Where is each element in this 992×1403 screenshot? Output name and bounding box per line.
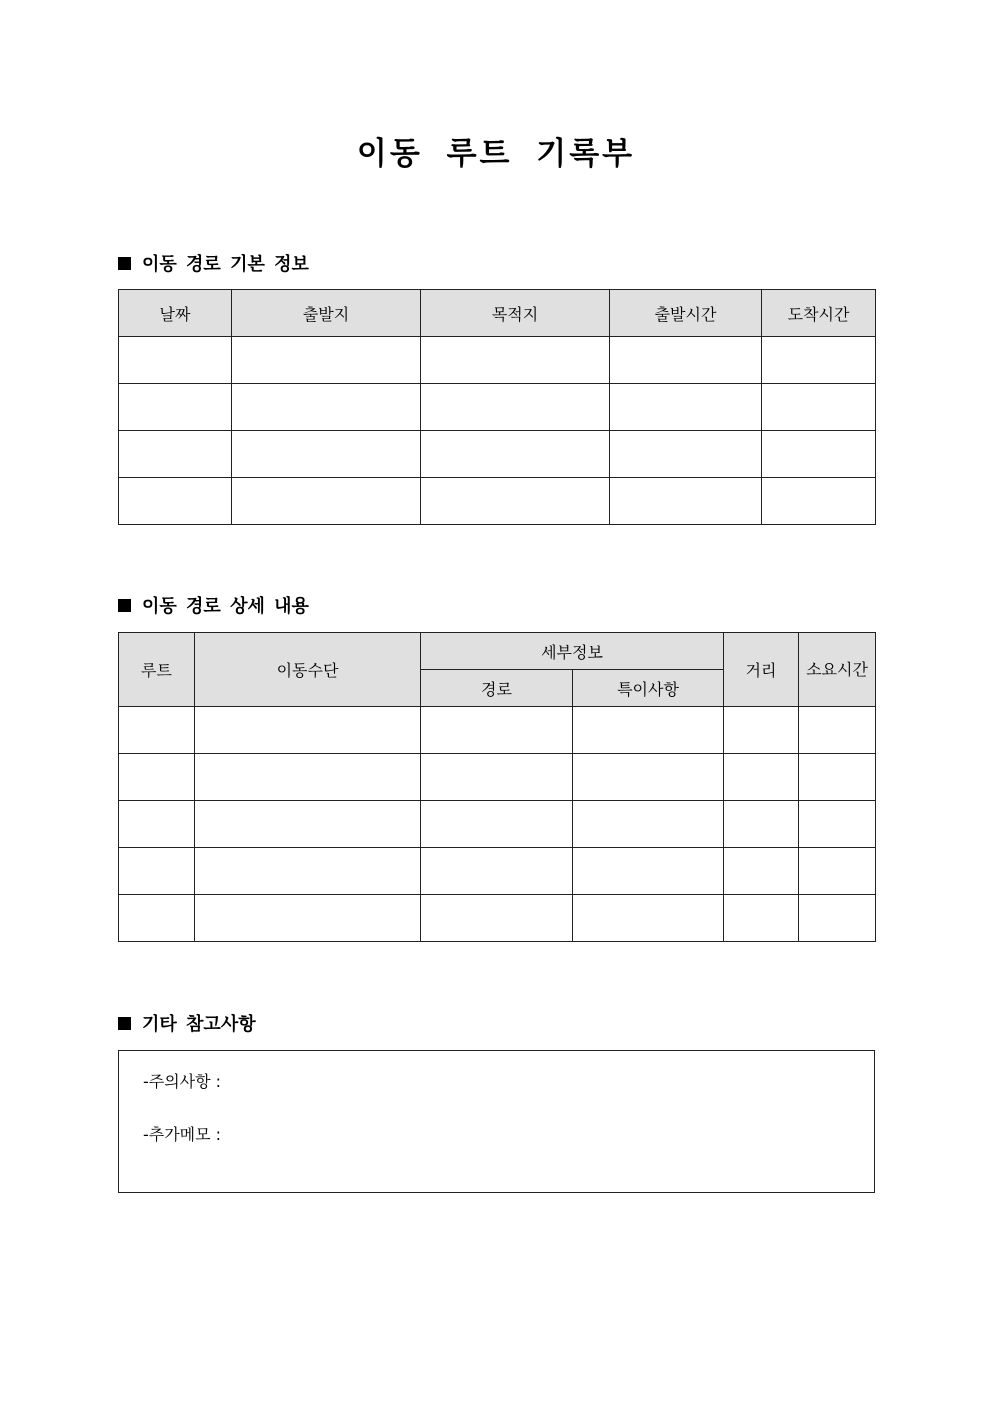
header-route: 루트 (119, 633, 195, 707)
notes-box[interactable] (118, 1050, 875, 1193)
header-departure-time: 출발시간 (610, 290, 762, 337)
cell-transport[interactable] (195, 754, 421, 801)
table-row (119, 707, 876, 754)
cell-origin[interactable] (232, 384, 421, 431)
cell-remarks[interactable] (573, 754, 724, 801)
cell-remarks[interactable] (573, 895, 724, 942)
table-row (119, 895, 876, 942)
cell-arrival-time[interactable] (762, 337, 876, 384)
table-row (119, 848, 876, 895)
table-header-row (119, 633, 876, 670)
cell-departure-time[interactable] (610, 431, 762, 478)
section-heading-detail-text: 이동 경로 상세 내용 (142, 596, 309, 617)
cell-transport[interactable] (195, 707, 421, 754)
cell-distance[interactable] (724, 848, 799, 895)
square-bullet-icon (118, 599, 131, 612)
cell-path[interactable] (421, 848, 573, 895)
header-arrival-time: 도착시간 (762, 290, 876, 337)
header-distance: 거리 (724, 633, 799, 707)
cell-arrival-time[interactable] (762, 478, 876, 525)
cell-arrival-time[interactable] (762, 384, 876, 431)
cell-path[interactable] (421, 895, 573, 942)
cell-route[interactable] (119, 754, 195, 801)
header-date: 날짜 (119, 290, 232, 337)
cell-distance[interactable] (724, 895, 799, 942)
cell-duration[interactable] (799, 895, 876, 942)
table-row (119, 801, 876, 848)
table-header-row (119, 290, 876, 337)
section-heading-notes-text: 기타 참고사항 (142, 1014, 256, 1035)
table-row (119, 478, 876, 525)
cell-destination[interactable] (421, 384, 610, 431)
cell-remarks[interactable] (573, 848, 724, 895)
table-row (119, 754, 876, 801)
cell-distance[interactable] (724, 754, 799, 801)
cell-transport[interactable] (195, 848, 421, 895)
cell-origin[interactable] (232, 478, 421, 525)
cell-duration[interactable] (799, 801, 876, 848)
table-row (119, 337, 876, 384)
cell-destination[interactable] (421, 478, 610, 525)
cell-date[interactable] (119, 384, 232, 431)
cell-duration[interactable] (799, 707, 876, 754)
cell-date[interactable] (119, 431, 232, 478)
cell-date[interactable] (119, 337, 232, 384)
header-remarks: 특이사항 (573, 670, 724, 707)
header-duration: 소요시간 (799, 633, 876, 707)
cell-arrival-time[interactable] (762, 431, 876, 478)
cell-date[interactable] (119, 478, 232, 525)
square-bullet-icon (118, 1017, 131, 1030)
cell-route[interactable] (119, 895, 195, 942)
cell-route[interactable] (119, 801, 195, 848)
cell-departure-time[interactable] (610, 478, 762, 525)
header-transport: 이동수단 (195, 633, 421, 707)
cell-distance[interactable] (724, 801, 799, 848)
cell-duration[interactable] (799, 754, 876, 801)
section-heading-detail (118, 594, 309, 620)
cell-remarks[interactable] (573, 707, 724, 754)
header-path: 경로 (421, 670, 573, 707)
caution-label: -주의사항 : (143, 1072, 222, 1091)
page-title: 이동 루트 기록부 (356, 136, 636, 172)
cell-departure-time[interactable] (610, 337, 762, 384)
route-detail-table (118, 632, 876, 942)
cell-remarks[interactable] (573, 801, 724, 848)
cell-transport[interactable] (195, 895, 421, 942)
section-heading-basic (118, 252, 309, 278)
cell-departure-time[interactable] (610, 384, 762, 431)
table-row (119, 384, 876, 431)
cell-distance[interactable] (724, 707, 799, 754)
cell-route[interactable] (119, 707, 195, 754)
cell-origin[interactable] (232, 431, 421, 478)
cell-path[interactable] (421, 801, 573, 848)
section-heading-basic-text: 이동 경로 기본 정보 (142, 254, 309, 275)
memo-label: -추가메모 : (143, 1125, 222, 1144)
cell-path[interactable] (421, 754, 573, 801)
square-bullet-icon (118, 257, 131, 270)
cell-origin[interactable] (232, 337, 421, 384)
cell-duration[interactable] (799, 848, 876, 895)
cell-path[interactable] (421, 707, 573, 754)
header-details-group: 세부정보 (421, 633, 724, 670)
cell-transport[interactable] (195, 801, 421, 848)
cell-destination[interactable] (421, 431, 610, 478)
cell-route[interactable] (119, 848, 195, 895)
basic-info-table (118, 289, 876, 525)
cell-destination[interactable] (421, 337, 610, 384)
header-origin: 출발지 (232, 290, 421, 337)
section-heading-notes (118, 1012, 256, 1038)
table-row (119, 431, 876, 478)
header-destination: 목적지 (421, 290, 610, 337)
